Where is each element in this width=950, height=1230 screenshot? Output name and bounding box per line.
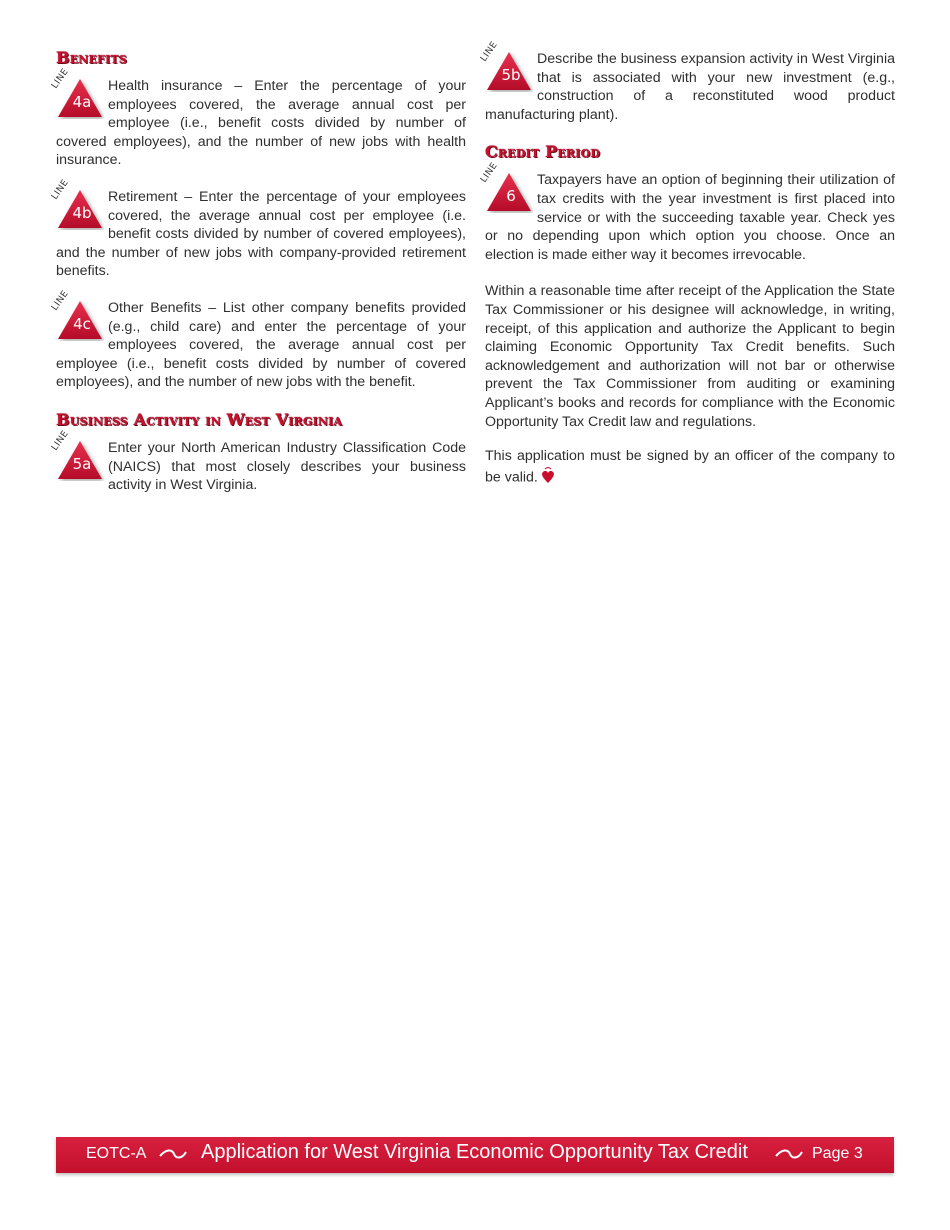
line-badge-icon — [50, 428, 102, 479]
line-number: 4a — [72, 93, 92, 111]
line-4a-text: Health insurance – Enter the percentage of your employees covered, the average annual cost per employee (i.e., benefit costs divided by number of covered employees), and the number of new jobs with health insurance. — [56, 78, 466, 169]
line-6-text: Taxpayers have an option of beginning their utilization of tax credits with the year investment is first placed into service or with the succeeding taxable year. Check yes or no depending upon which option you choose. Once an election is made either way it becomes irrevocable. — [485, 172, 895, 263]
line-label: LINE — [50, 428, 71, 453]
line-5b-entry — [479, 39, 895, 124]
line-badge-icon — [50, 177, 102, 228]
left-column — [50, 48, 466, 513]
line-4c-text: Other Benefits – List other company benefits provided (e.g., child care) and enter the percentage of your employees covered, the average annual cost per employee (i.e., benefit costs divided by number of covered employees), and the number of new jobs with the benefit. — [56, 299, 466, 391]
line-label: LINE — [479, 161, 500, 186]
line-badge-icon — [479, 161, 531, 211]
acknowledgement-paragraph: Within a reasonable time after receipt of the Application the State Tax Commissioner or his designee will acknowledge, in writing, receipt, of this application and authorize the Applicant to begin claiming Economic Opportunity Tax Credit benefits. Such acknowledgement and authorization will not bar or otherwise prevent the Tax Commissioner from auditing or examining Applicant’s books and records for compliance with the Economic Opportunity Tax Credit law and regulations. — [485, 283, 895, 430]
line-badge-icon — [50, 288, 102, 339]
swash-icon — [774, 1147, 804, 1166]
line-5a-entry — [50, 428, 466, 495]
line-4b-text: Retirement – Enter the percentage of your employees covered, the average annual cost per employee (i.e. benefit costs divided by number of covered employees), and the number of new jobs with company-provided retirement benefits. — [56, 188, 466, 280]
signature-text: This application must be signed by an officer of the company to be valid. — [485, 448, 895, 486]
line-label: LINE — [479, 39, 500, 64]
signature-paragraph — [485, 447, 895, 489]
footer-banner — [56, 1137, 894, 1173]
line-5b-text: Describe the business expansion activity in West Virginia that is associated with your new investment (e.g., construction of a reconstituted wood product manufacturing plant). — [485, 51, 895, 123]
line-5a-text: Enter your North American Industry Classification Code (NAICS) that most closely describes your business activity in West Virginia. — [108, 439, 466, 494]
line-label: LINE — [50, 177, 71, 202]
line-number: 4c — [73, 314, 91, 333]
line-number: 5a — [72, 454, 92, 473]
line-4a-entry — [50, 66, 466, 170]
page-number: Page 3 — [812, 1145, 863, 1162]
line-4c-entry — [50, 288, 466, 392]
line-6-entry — [479, 161, 895, 264]
credit-period-heading: Credit Period — [485, 142, 601, 162]
line-number: 4b — [72, 203, 92, 222]
line-4b-entry — [50, 177, 466, 281]
right-column — [479, 39, 895, 505]
form-code: EOTC-A — [86, 1145, 147, 1162]
line-number: 6 — [506, 187, 516, 206]
business-activity-heading: Business Activity in West Virginia — [56, 409, 343, 429]
line-label: LINE — [50, 66, 71, 91]
swash-icon — [158, 1147, 188, 1166]
line-badge-icon — [479, 39, 531, 90]
line-badge-icon — [50, 66, 102, 117]
heart-icon — [540, 466, 556, 490]
benefits-heading: Benefits — [56, 48, 128, 67]
line-number: 5b — [501, 66, 521, 84]
footer-title: Application for West Virginia Economic Opportunity Tax Credit — [201, 1141, 748, 1163]
line-label: LINE — [50, 288, 71, 313]
